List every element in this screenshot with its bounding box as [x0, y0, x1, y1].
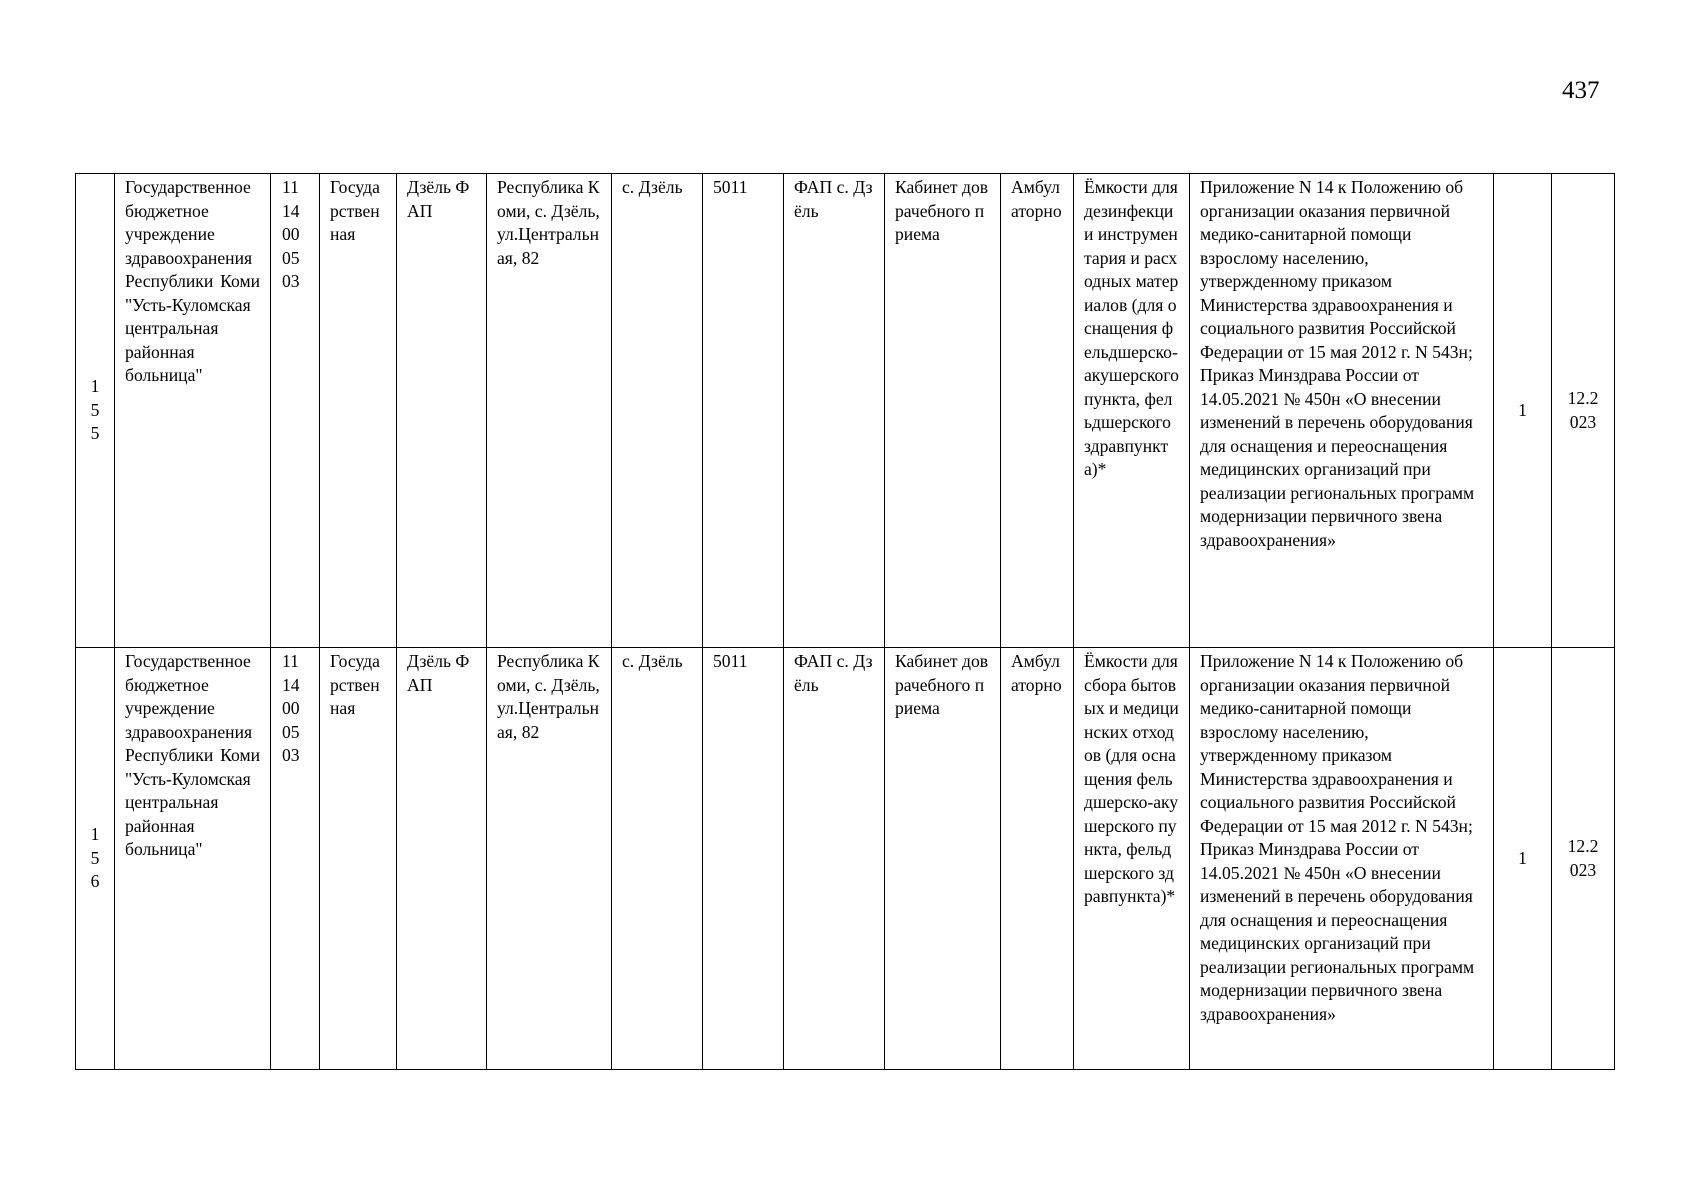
- organization-cell: Государственное бюджетное учреждение здравоохранения Республики Коми "Усть-Куломская центральная районная больница": [115, 648, 271, 1070]
- equipment-registry-table: [75, 173, 1615, 1070]
- equipment-cell: Ёмкости для дезинфекции инструментария и расходных материалов (для оснащения фельдшерско-акушерского пункта, фельдшерского здравпункта)*: [1074, 174, 1190, 648]
- oktmo-cell: 5011: [703, 174, 784, 648]
- equipment-cell: Ёмкости для сбора бытовых и медицинских отходов (для оснащения фельдшерско-акушерского пункта, фельдшерского здравпункта)*: [1074, 648, 1190, 1070]
- code-cell: 1114000503: [271, 648, 320, 1070]
- subdivision-cell: ФАП с. Дзёль: [784, 648, 885, 1070]
- address-cell: Республика Коми, с. Дзёль, ул.Центральная, 82: [487, 648, 612, 1070]
- room-cell: Кабинет доврачебного приема: [885, 648, 1001, 1070]
- facility-cell: Дзёль ФАП: [397, 648, 487, 1070]
- code-cell: 1114000503: [271, 174, 320, 648]
- ownership-cell: Государственная: [320, 174, 397, 648]
- locality-cell: с. Дзёль: [612, 174, 703, 648]
- organization-cell: Государственное бюджетное учреждение здравоохранения Республики Коми "Усть-Куломская центральная районная больница": [115, 174, 271, 648]
- page-number: 437: [1562, 77, 1600, 104]
- basis-cell: Приложение N 14 к Положению об организации оказания первичной медико-санитарной помощи взрослому населению, утвержденному приказом Министерства здравоохранения и социального развития Российской Федерации от 15 мая 2012 г. N 543н; Приказ Минздрава России от 14.05.2021 № 450н «О внесении изменений в перечень оборудования для оснащения и переоснащения медицинских организаций при реализации региональных программ модернизации первичного звена здравоохранения»: [1190, 648, 1494, 1070]
- date-cell: 12.2023: [1552, 174, 1615, 648]
- row-number-cell: 156: [76, 648, 115, 1070]
- quantity-cell: 1: [1494, 648, 1552, 1070]
- subdivision-cell: ФАП с. Дзёль: [784, 174, 885, 648]
- table-row: [76, 648, 1615, 1070]
- ownership-cell: Государственная: [320, 648, 397, 1070]
- room-cell: Кабинет доврачебного приема: [885, 174, 1001, 648]
- care-form-cell: Амбулаторно: [1001, 648, 1074, 1070]
- quantity-cell: 1: [1494, 174, 1552, 648]
- facility-cell: Дзёль ФАП: [397, 174, 487, 648]
- care-form-cell: Амбулаторно: [1001, 174, 1074, 648]
- basis-cell: Приложение N 14 к Положению об организации оказания первичной медико-санитарной помощи взрослому населению, утвержденному приказом Министерства здравоохранения и социального развития Российской Федерации от 15 мая 2012 г. N 543н; Приказ Минздрава России от 14.05.2021 № 450н «О внесении изменений в перечень оборудования для оснащения и переоснащения медицинских организаций при реализации региональных программ модернизации первичного звена здравоохранения»: [1190, 174, 1494, 648]
- row-number-cell: 155: [76, 174, 115, 648]
- date-cell: 12.2023: [1552, 648, 1615, 1070]
- locality-cell: с. Дзёль: [612, 648, 703, 1070]
- oktmo-cell: 5011: [703, 648, 784, 1070]
- address-cell: Республика Коми, с. Дзёль, ул.Центральная, 82: [487, 174, 612, 648]
- table-row: [76, 174, 1615, 648]
